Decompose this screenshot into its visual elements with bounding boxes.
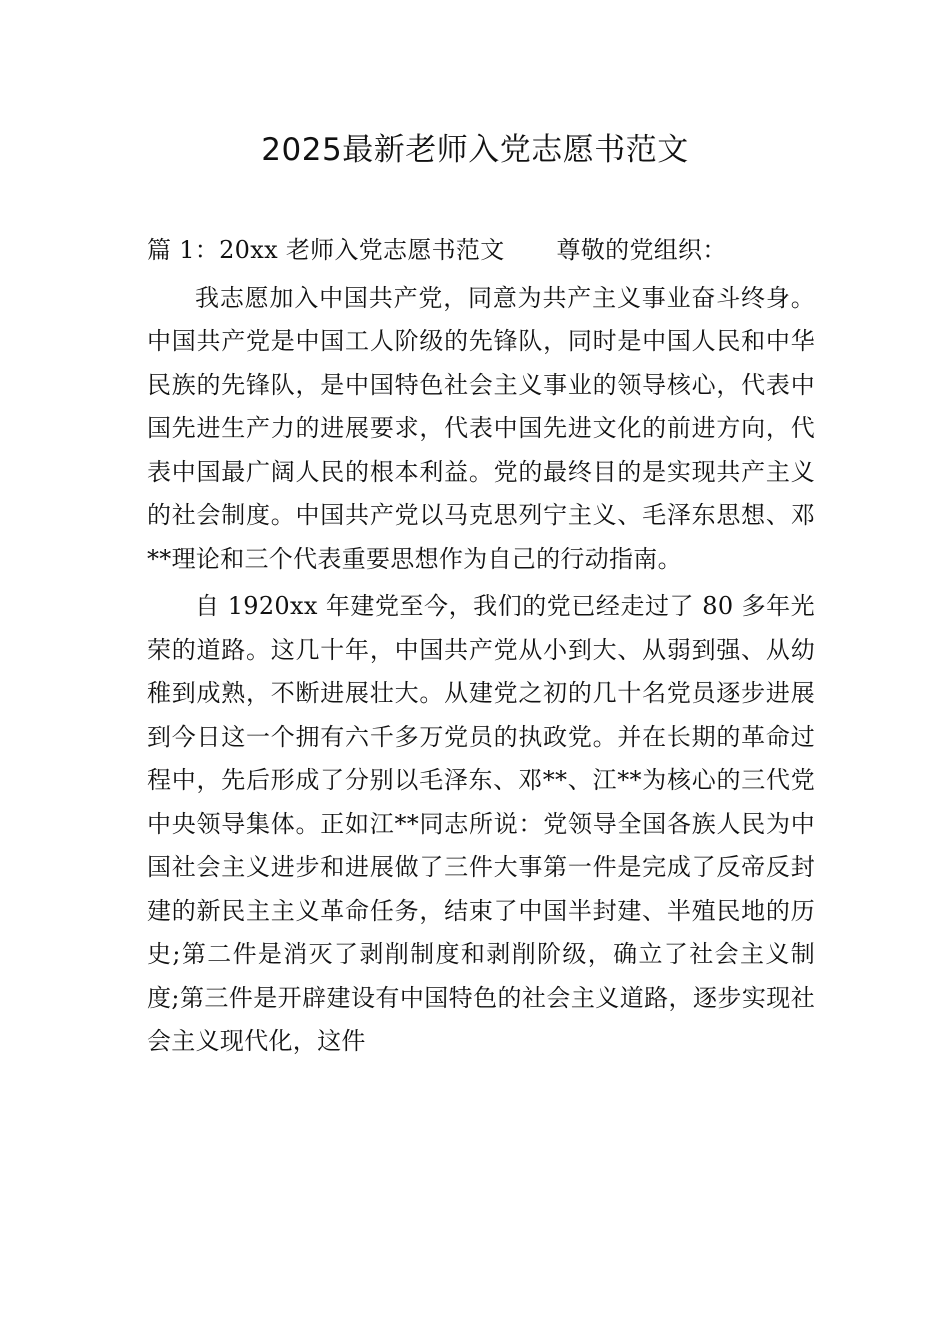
section-heading: 篇 1：20xx 老师入党志愿书范文 [147,236,505,264]
document-body [147,229,815,1068]
paragraph-1: 我志愿加入中国共产党，同意为共产主义事业奋斗终身。中国共产党是中国工人阶级的先锋队，同时是中国人民和中华民族的先锋队，是中国特色社会主义事业的领导核心，代表中国先进生产力的进展要求，代表中国先进文化的前进方向，代表中国最广阔人民的根本利益。党的最终目的是实现共产主义的社会制度。中国共产党以马克思列宁主义、毛泽东思想、邓**理论和三个代表重要思想作为自己的行动指南。 [147,283,815,573]
section-heading-line [147,229,815,273]
paragraph-2: 自 1920xx 年建党至今，我们的党已经走过了 80 多年光荣的道路。这几十年，中国共产党从小到大、从弱到强、从幼稚到成熟，不断进展壮大。从建党之初的几十名党员逐步进展到今日这一个拥有六千多万党员的执政党。并在长期的革命过程中，先后形成了分别以毛泽东、邓**、江**为核心的三代党中央领导集体。正如江**同志所说：党领导全国各族人民为中国社会主义进步和进展做了三件大事第一件是完成了反帝反封建的新民主主义革命任务，结束了中国半封建、半殖民地的历史;第二件是消灭了剥削制度和剥削阶级，确立了社会主义制度;第三件是开辟建设有中国特色的社会主义道路，逐步实现社会主义现代化，这件 [147,592,815,1055]
salutation: 尊敬的党组织： [556,236,727,264]
document-title: 2025最新老师入党志愿书范文 [261,132,689,168]
